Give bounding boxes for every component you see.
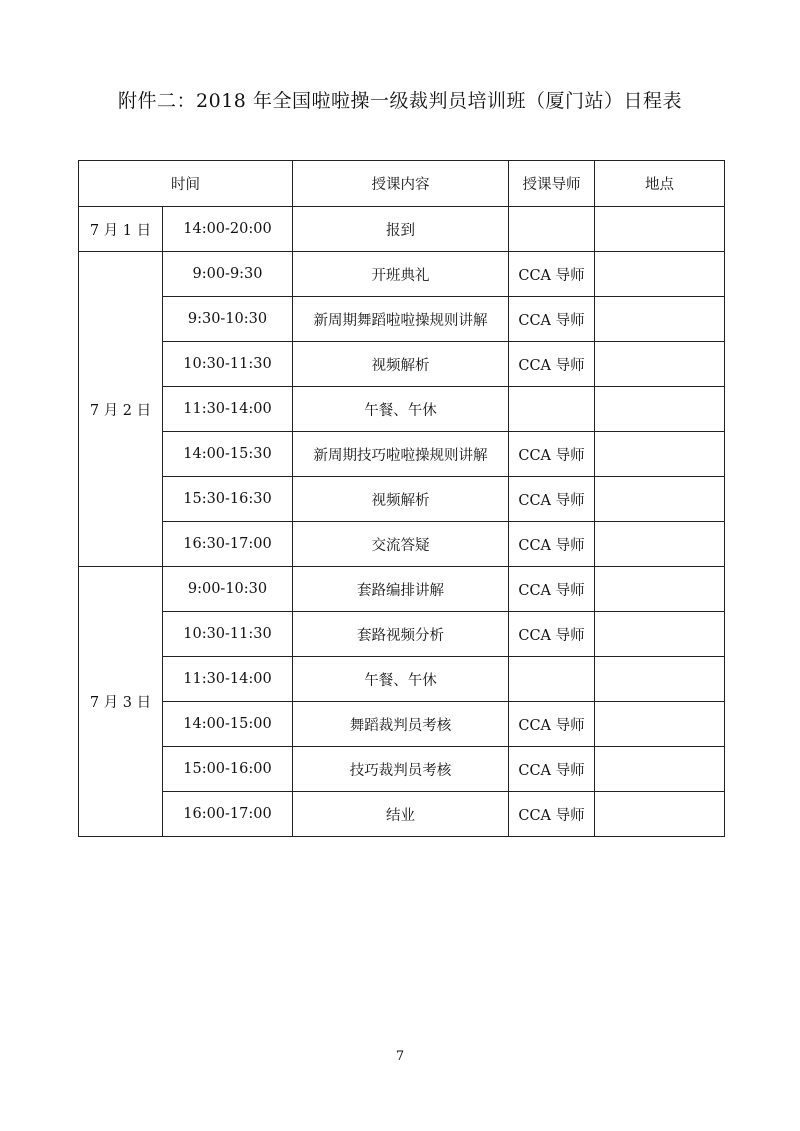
header-content: 授课内容 [293,161,509,207]
header-instructor: 授课导师 [509,161,595,207]
location-cell [595,792,725,837]
table-row [79,432,725,477]
content-cell: 结业 [293,792,509,837]
content-cell: 套路编排讲解 [293,567,509,612]
instructor-cell: CCA 导师 [509,792,595,837]
location-cell [595,387,725,432]
table-row [79,297,725,342]
header-time: 时间 [79,161,293,207]
location-cell [595,522,725,567]
content-cell: 视频解析 [293,477,509,522]
time-cell: 14:00-15:30 [163,432,293,477]
instructor-cell: CCA 导师 [509,477,595,522]
time-cell: 9:00-9:30 [163,252,293,297]
time-cell: 9:30-10:30 [163,297,293,342]
content-cell: 报到 [293,207,509,252]
content-cell: 舞蹈裁判员考核 [293,702,509,747]
location-cell [595,657,725,702]
table-row [79,207,725,252]
content-cell: 开班典礼 [293,252,509,297]
time-cell: 11:30-14:00 [163,387,293,432]
location-cell [595,207,725,252]
instructor-cell: CCA 导师 [509,297,595,342]
time-cell: 16:00-17:00 [163,792,293,837]
table-row [79,387,725,432]
content-cell: 午餐、午休 [293,657,509,702]
location-cell [595,747,725,792]
date-cell: 7 月 2 日 [79,252,163,567]
table-row [79,477,725,522]
time-cell: 11:30-14:00 [163,657,293,702]
schedule-table [78,160,725,837]
time-cell: 14:00-20:00 [163,207,293,252]
time-cell: 10:30-11:30 [163,612,293,657]
date-cell: 7 月 3 日 [79,567,163,837]
table-row [79,252,725,297]
instructor-cell: CCA 导师 [509,432,595,477]
instructor-cell: CCA 导师 [509,342,595,387]
header-location: 地点 [595,161,725,207]
time-cell: 15:30-16:30 [163,477,293,522]
table-header-row [79,161,725,207]
content-cell: 交流答疑 [293,522,509,567]
location-cell [595,342,725,387]
time-cell: 10:30-11:30 [163,342,293,387]
table-row [79,567,725,612]
table-row [79,342,725,387]
table-row [79,792,725,837]
document-title: 附件二：2018 年全国啦啦操一级裁判员培训班（厦门站）日程表 [118,90,682,112]
time-cell: 14:00-15:00 [163,702,293,747]
content-cell: 套路视频分析 [293,612,509,657]
schedule-body [79,207,725,837]
location-cell [595,432,725,477]
content-cell: 技巧裁判员考核 [293,747,509,792]
table-row [79,747,725,792]
instructor-cell: CCA 导师 [509,567,595,612]
table-row [79,702,725,747]
location-cell [595,612,725,657]
instructor-cell: CCA 导师 [509,522,595,567]
location-cell [595,702,725,747]
location-cell [595,297,725,342]
time-cell: 16:30-17:00 [163,522,293,567]
location-cell [595,477,725,522]
instructor-cell [509,657,595,702]
table-row [79,657,725,702]
instructor-cell [509,387,595,432]
instructor-cell: CCA 导师 [509,612,595,657]
page-number: 7 [395,1049,405,1064]
table-row [79,612,725,657]
content-cell: 午餐、午休 [293,387,509,432]
content-cell: 新周期舞蹈啦啦操规则讲解 [293,297,509,342]
instructor-cell: CCA 导师 [509,252,595,297]
time-cell: 9:00-10:30 [163,567,293,612]
location-cell [595,567,725,612]
location-cell [595,252,725,297]
content-cell: 视频解析 [293,342,509,387]
content-cell: 新周期技巧啦啦操规则讲解 [293,432,509,477]
instructor-cell: CCA 导师 [509,747,595,792]
date-cell: 7 月 1 日 [79,207,163,252]
instructor-cell: CCA 导师 [509,702,595,747]
instructor-cell [509,207,595,252]
time-cell: 15:00-16:00 [163,747,293,792]
table-row [79,522,725,567]
